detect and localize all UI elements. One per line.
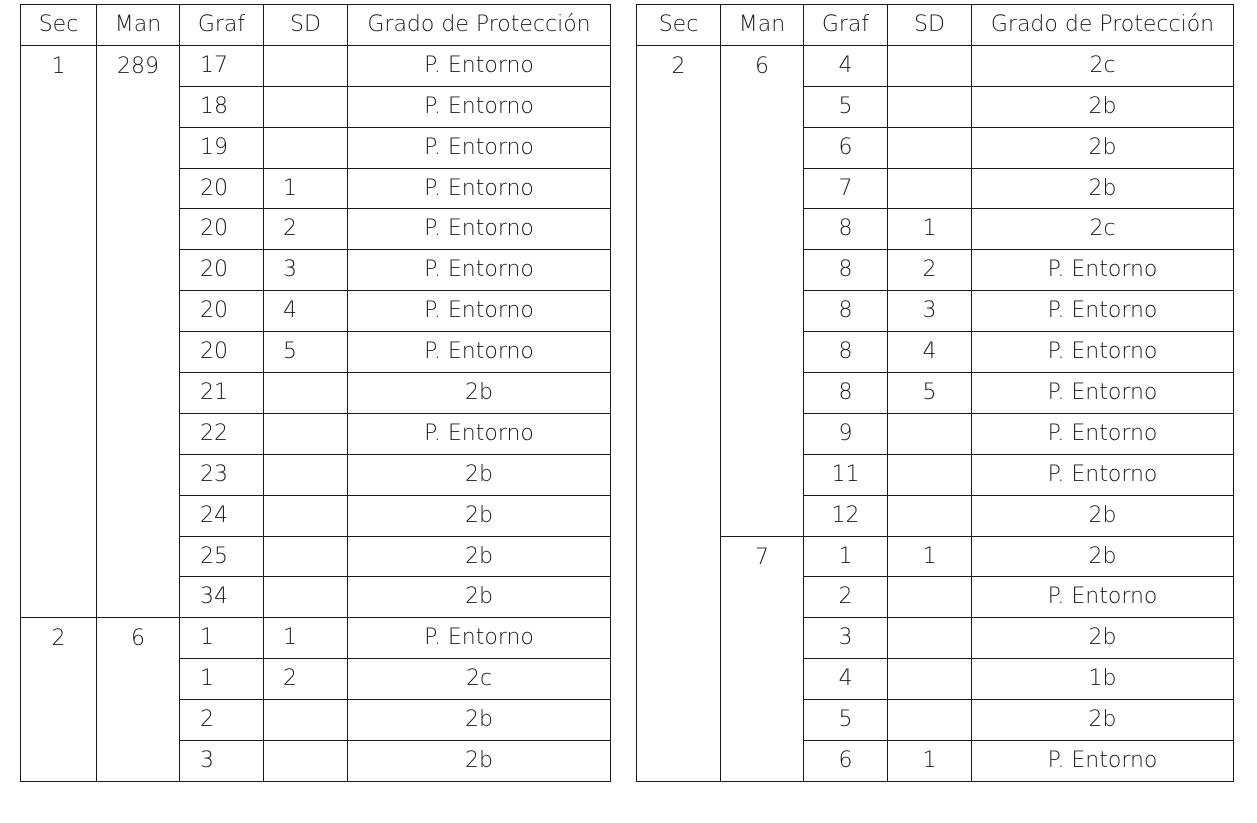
cell-sd: [264, 373, 348, 414]
table-body: [21, 45, 611, 781]
cell-sd: 5: [264, 332, 348, 373]
cell-grado: 2c: [348, 659, 611, 700]
cell-graf: 22: [180, 413, 264, 454]
cell-grado: P. Entorno: [972, 454, 1234, 495]
cell-graf: 20: [180, 332, 264, 373]
header-graf: Graf: [804, 5, 888, 46]
table-row: [637, 536, 1234, 577]
cell-graf: 9: [804, 413, 888, 454]
cell-grado: P. Entorno: [348, 168, 611, 209]
cell-graf: 3: [804, 618, 888, 659]
cell-graf: 7: [804, 168, 888, 209]
header-sd: SD: [264, 5, 348, 46]
cell-grado: P. Entorno: [972, 413, 1234, 454]
cell-graf: 17: [180, 45, 264, 86]
cell-grado: P. Entorno: [972, 332, 1234, 373]
cell-graf: 2: [180, 700, 264, 741]
cell-grado: P. Entorno: [972, 741, 1234, 782]
cell-grado: 1b: [972, 659, 1234, 700]
cell-graf: 20: [180, 209, 264, 250]
cell-sd: 2: [264, 209, 348, 250]
cell-grado: 2b: [348, 741, 611, 782]
cell-grado: 2b: [348, 454, 611, 495]
header-sec: Sec: [21, 5, 97, 46]
cell-graf: 8: [804, 291, 888, 332]
header-sd: SD: [888, 5, 972, 46]
protection-table-right: [636, 4, 1234, 782]
cell-graf: 34: [180, 577, 264, 618]
cell-graf: 8: [804, 332, 888, 373]
cell-sd: 1: [264, 618, 348, 659]
cell-grado: 2b: [972, 168, 1234, 209]
cell-sd: 3: [888, 291, 972, 332]
table-row: [637, 45, 1234, 86]
cell-sd: 5: [888, 373, 972, 414]
header-grado: Grado de Protección: [348, 5, 611, 46]
cell-grado: P. Entorno: [348, 413, 611, 454]
cell-grado: 2b: [348, 495, 611, 536]
header-sec: Sec: [637, 5, 721, 46]
cell-sd: 1: [888, 209, 972, 250]
cell-graf: 4: [804, 659, 888, 700]
cell-man: 6: [721, 45, 804, 536]
cell-grado: P. Entorno: [348, 127, 611, 168]
cell-grado: 2b: [972, 618, 1234, 659]
cell-graf: 12: [804, 495, 888, 536]
cell-graf: 4: [804, 45, 888, 86]
cell-sd: [264, 741, 348, 782]
cell-grado: 2b: [972, 536, 1234, 577]
cell-sec: 2: [637, 45, 721, 781]
cell-sd: [888, 659, 972, 700]
cell-sd: [888, 45, 972, 86]
cell-sd: [264, 495, 348, 536]
cell-graf: 1: [804, 536, 888, 577]
cell-grado: P. Entorno: [972, 373, 1234, 414]
header-row: [21, 5, 611, 46]
cell-grado: P. Entorno: [348, 250, 611, 291]
header-row: [637, 5, 1234, 46]
cell-graf: 19: [180, 127, 264, 168]
cell-grado: P. Entorno: [348, 45, 611, 86]
cell-graf: 2: [804, 577, 888, 618]
cell-grado: 2b: [348, 536, 611, 577]
cell-sd: [264, 127, 348, 168]
header-man: Man: [97, 5, 180, 46]
cell-graf: 5: [804, 86, 888, 127]
cell-graf: 1: [180, 618, 264, 659]
cell-sec: 2: [21, 618, 97, 782]
cell-sd: [264, 45, 348, 86]
cell-grado: 2b: [348, 700, 611, 741]
cell-sd: 2: [264, 659, 348, 700]
header-grado: Grado de Protección: [972, 5, 1234, 46]
cell-grado: P. Entorno: [348, 209, 611, 250]
cell-sd: 1: [264, 168, 348, 209]
cell-graf: 1: [180, 659, 264, 700]
cell-sd: 1: [888, 536, 972, 577]
cell-graf: 8: [804, 250, 888, 291]
cell-sd: [888, 168, 972, 209]
cell-sd: 2: [888, 250, 972, 291]
cell-graf: 20: [180, 168, 264, 209]
cell-grado: P. Entorno: [348, 618, 611, 659]
protection-table-left: [20, 4, 611, 782]
cell-sd: 4: [888, 332, 972, 373]
cell-graf: 20: [180, 291, 264, 332]
cell-graf: 21: [180, 373, 264, 414]
cell-sd: [888, 618, 972, 659]
cell-graf: 25: [180, 536, 264, 577]
cell-graf: 24: [180, 495, 264, 536]
cell-sd: [888, 577, 972, 618]
cell-graf: 20: [180, 250, 264, 291]
cell-sd: 3: [264, 250, 348, 291]
cell-sd: [264, 700, 348, 741]
cell-graf: 6: [804, 127, 888, 168]
cell-sd: [264, 454, 348, 495]
cell-sd: [888, 127, 972, 168]
cell-grado: 2c: [972, 45, 1234, 86]
cell-sd: [888, 454, 972, 495]
cell-grado: 2b: [972, 127, 1234, 168]
cell-sd: [888, 700, 972, 741]
cell-grado: 2c: [972, 209, 1234, 250]
table-body: [637, 45, 1234, 781]
cell-graf: 8: [804, 373, 888, 414]
cell-graf: 18: [180, 86, 264, 127]
cell-sd: [888, 495, 972, 536]
cell-grado: 2b: [348, 373, 611, 414]
cell-sd: [264, 413, 348, 454]
cell-grado: P. Entorno: [972, 577, 1234, 618]
cell-grado: 2b: [972, 700, 1234, 741]
cell-sd: [264, 577, 348, 618]
cell-graf: 23: [180, 454, 264, 495]
cell-grado: 2b: [972, 86, 1234, 127]
cell-grado: P. Entorno: [972, 250, 1234, 291]
cell-sd: [264, 86, 348, 127]
header-man: Man: [721, 5, 804, 46]
cell-man: 7: [721, 536, 804, 781]
header-graf: Graf: [180, 5, 264, 46]
cell-sd: 4: [264, 291, 348, 332]
cell-grado: 2b: [348, 577, 611, 618]
cell-sd: 1: [888, 741, 972, 782]
cell-grado: P. Entorno: [348, 291, 611, 332]
cell-graf: 5: [804, 700, 888, 741]
cell-sd: [264, 536, 348, 577]
cell-graf: 11: [804, 454, 888, 495]
cell-grado: P. Entorno: [972, 291, 1234, 332]
table-row: [21, 618, 611, 659]
cell-sd: [888, 413, 972, 454]
cell-grado: P. Entorno: [348, 332, 611, 373]
cell-sd: [888, 86, 972, 127]
cell-graf: 6: [804, 741, 888, 782]
cell-graf: 8: [804, 209, 888, 250]
cell-grado: P. Entorno: [348, 86, 611, 127]
table-row: [21, 45, 611, 86]
cell-grado: 2b: [972, 495, 1234, 536]
cell-sec: 1: [21, 45, 97, 617]
cell-man: 6: [97, 618, 180, 782]
cell-man: 289: [97, 45, 180, 617]
cell-graf: 3: [180, 741, 264, 782]
